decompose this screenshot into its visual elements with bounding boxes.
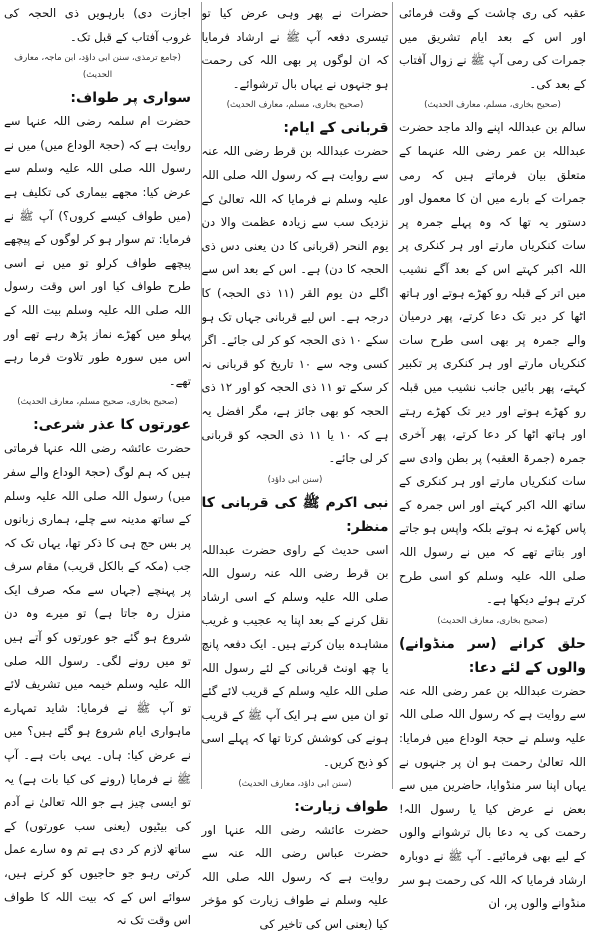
reference: (صحیح بخاری، مسلم، معارف الحدیث) bbox=[424, 100, 561, 111]
column-divider bbox=[392, 2, 393, 789]
column-divider bbox=[201, 2, 202, 789]
paragraph: اسی حدیث کے راوی حضرت عبداللہ بن قرط رضی اللہ عنہ رسول اللہ صلی اللہ علیہ وسلم کے اسی ارشاد نقل کرنے کے بعد اپنا یہ عجیب و غریب مشاہدہ بیان کرتے ہیں۔ ایک دفعہ پانچ یا چھ اونٹ قربانی کے لئے رسول اللہ صلی اللہ علیہ وسلم کے قریب لائے گئے تو ان میں سے ہر ایک آپ ﷺ کے قریب ہونے کی کوشش کرتا تھا کہ پہلے اسی کو ذبح کریں۔ bbox=[201, 542, 389, 770]
paragraph: حضرات نے پھر وہی عرض کیا تو تیسری دفعہ آپ ﷺ نے ارشاد فرمایا کہ ان لوگوں پر بھی اللہ کی رحمت ہو جنہوں نے یہاں بال ترشوائے۔ bbox=[201, 6, 389, 91]
section-heading: نبی اکرم ﷺ کی قربانی کا منظر: bbox=[201, 494, 389, 535]
paragraph: حضرت عائشہ رضی اللہ عنہا اور حضرت عباس رضی اللہ عنہ سے روایت ہے کہ رسول اللہ صلی اللہ علیہ وسلم نے طواف زیارت کو مؤخر کیا (یعنی اس کی تاخیر کی bbox=[201, 822, 389, 931]
column-middle bbox=[201, 2, 389, 931]
paragraph: سالم بن عبداللہ اپنے والد ماجد حضرت عبداللہ بن عمر رضی اللہ عنہما کے متعلق بیان فرماتے ہیں کہ رمی جمرات کے بارے میں ان کا معمول اور دستور یہ تھا کہ وہ پہلے جمرہ پر سات کنکریاں مارتے اور ہر کنکری پر اللہ اکبر کہتے اس کے بعد آگے نشیب میں اتر کے قبلہ رو کھڑے ہوتے اور ہاتھ اٹھا کر دیر تک دعا کرتے، پھر درمیان والے جمرہ پر بھی اسی طرح سات کنکریاں مارتے اور ہر کنکری پر تکبیر کہتے، پھر بائیں جانب نشیب میں قبلہ رو کھڑے ہوتے اور دیر تک کھڑے رہتے اور ہاتھ اٹھا کر دعا کرتے، پھر آخری جمرہ (جمرۃ العقبہ) پر بطن وادی سے سات کنکریاں مارتے اور ہر کنکری کے ساتھ اللہ اکبر کہتے اور اس جمرہ کے پاس کھڑے نہ ہوتے بلکہ واپس ہو جاتے اور بتاتے تھے کہ میں نے رسول اللہ صلی اللہ علیہ وسلم کو اسی طرح کرتے ہوئے دیکھا ہے۔ bbox=[399, 120, 586, 607]
paragraph: اجازت دی) بارہویں ذی الحجہ کی غروب آفتاب کے قبل تک۔ bbox=[4, 6, 191, 44]
reference: (صحیح بخاری، معارف الحدیث) bbox=[437, 615, 548, 626]
reference: (جامع ترمذی، سنن ابی داؤد، ابن ماجہ، معارف الحدیث) bbox=[14, 53, 181, 81]
paragraph: حضرت عبداللہ بن قرط رضی اللہ عنہ سے روایت ہے کہ رسول اللہ صلی اللہ علیہ وسلم نے فرمایا کہ اللہ تعالیٰ کے نزدیک سب سے زیادہ عظمت والا دن یوم النحر (قربانی کا دن یعنی دس ذی الحجہ کا دن) ہے۔ اس کے بعد اس سے اگلے دن یوم القر (۱۱ ذی الحجہ) کا درجہ ہے۔ اس لیے قربانی جہاں تک ہو سکے ۱۰ ذی الحجہ کو کر لی جائے۔ اگر کسی وجہ سے ۱۰ تاریخ کو قربانی نہ کر سکے تو ۱۱ ذی الحجہ کو اور ۱۲ ذی الحجہ کو بھی جائز ہے، مگر افضل یہ ہے کہ ۱۰ یا ۱۱ ذی الحجہ کو قربانی کر لی جائے۔ bbox=[201, 144, 389, 466]
paragraph: حضرت عائشہ رضی اللہ عنہا فرماتی ہیں کہ ہم لوگ (حجۃ الوداع والے سفر میں) رسول اللہ صلی اللہ علیہ وسلم کے ساتھ مدینہ سے چلے، ہماری زبانوں پر بس حج ہی کا ذکر تھا، یہاں تک کہ جب (مکہ کے بالکل قریب) مقام سرف پر پہنچے (جہاں سے مکہ صرف ایک منزل رہ جاتا ہے) تو میرے وہ دن شروع ہو گئے جو عورتوں کو آتے ہیں تو میں رونے لگی۔ رسول اللہ صلی اللہ علیہ وسلم خیمہ میں تشریف لائے تو آپ ﷺ نے فرمایا: شاید تمہارے ماہواری ایام شروع ہو گئے ہیں؟ میں نے عرض کیا: ہاں۔ یہی بات ہے۔ آپ ﷺ نے فرمایا (رونے کی کیا بات ہے) یہ تو ایسی چیز ہے جو اللہ تعالیٰ نے آدم کی بیٹیوں (یعنی سب عورتوں) کے ساتھ لازم کر دی ہے تم وہ سارے عمل کرتی رہو جو حاجیوں کو کرنے ہیں، سوائے اس کے کہ بیت اللہ کا طواف اس وقت تک نہ bbox=[4, 441, 191, 928]
column-right bbox=[399, 2, 586, 911]
section-heading: قربانی کے ایام: bbox=[283, 120, 389, 137]
paragraph: حضرت عبداللہ بن عمر رضی اللہ عنہ سے روایت ہے کہ رسول اللہ صلی اللہ علیہ وسلم نے حجۃ الوداع میں فرمایا: اللہ تعالیٰ رحمت ہو ان پر جنہوں نے یہاں اپنا سر منڈوایا، حاضرین میں سے بعض نے عرض کیا یا رسول اللہ! رحمت کی یہ دعا بال ترشوانے والوں کے لیے بھی فرمائیے۔ آپ ﷺ نے دوبارہ ارشاد فرمایا کہ اللہ کی رحمت ہو سر منڈوانے والوں پر، ان bbox=[399, 683, 586, 911]
section-heading: عورتوں کا عذر شرعی: bbox=[33, 417, 191, 434]
column-left bbox=[4, 2, 191, 928]
paragraph: حضرت ام سلمہ رضی اللہ عنہا سے روایت ہے کہ (حجۃ الوداع میں) میں نے رسول اللہ صلی اللہ علیہ وسلم سے عرض کیا: مجھے بیماری کی تکلیف ہے (میں طواف کیسے کروں؟) آپ ﷺ نے فرمایا: تم سوار ہو کر لوگوں کے پیچھے پیچھے طواف کرلو تو میں نے اسی طرح طواف کیا اور اس وقت رسول اللہ صلی اللہ علیہ وسلم بیت اللہ کے پہلو میں کھڑے نماز پڑھ رہے تھے اور اس میں سورہ طور تلاوت فرما رہے تھے۔ bbox=[4, 114, 191, 388]
section-heading: طواف زیارت: bbox=[294, 798, 389, 815]
section-heading: حلق کرانے (سر منڈوانے) والوں کے لئے دعا: bbox=[399, 635, 586, 676]
reference: (صحیح بخاری، صحیح مسلم، معارف الحدیث) bbox=[17, 397, 178, 408]
reference: (صحیح بخاری، مسلم، معارف الحدیث) bbox=[226, 100, 364, 111]
paragraph: عقبہ کی ری چاشت کے وقت فرمائی اور اس کے بعد ایام تشریق میں جمرات کی رمی آپ ﷺ نے زوال آفتاب کے بعد کی۔ bbox=[399, 6, 586, 91]
reference: (سنن ابی داؤد) bbox=[267, 474, 323, 485]
section-heading: سواری پر طواف: bbox=[70, 90, 191, 107]
reference: (سنن ابی داؤد، معارف الحدیث) bbox=[238, 778, 352, 789]
